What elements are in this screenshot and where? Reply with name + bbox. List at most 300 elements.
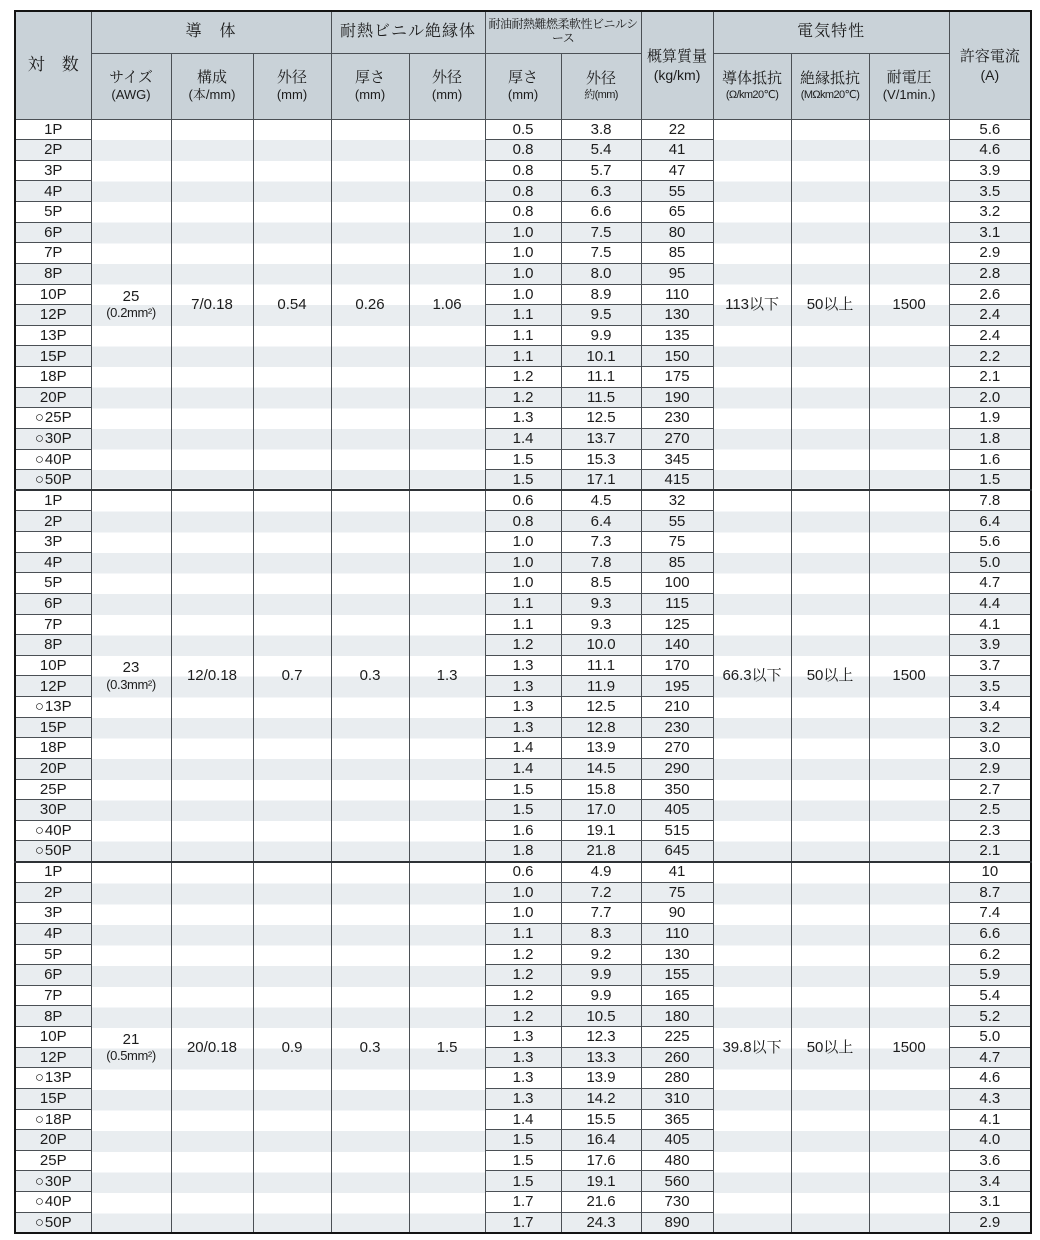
header-electrical-group: 電気特性: [713, 11, 949, 53]
mass-cell: 90: [641, 903, 713, 924]
mass-cell: 730: [641, 1192, 713, 1213]
pair-count-cell: 25P: [15, 779, 91, 800]
sheath-thickness-cell: 1.5: [485, 1150, 561, 1171]
mass-cell: 150: [641, 346, 713, 367]
allowable-current-cell: 3.9: [949, 160, 1031, 181]
sheath-od-cell: 7.3: [561, 532, 641, 553]
cable-spec-table: [14, 10, 1032, 1234]
sheath-od-cell: 15.8: [561, 779, 641, 800]
table-row: [15, 862, 1031, 883]
allowable-current-cell: 2.9: [949, 243, 1031, 264]
pair-count-cell: ○18P: [15, 1109, 91, 1130]
sheath-thickness-cell: 0.8: [485, 511, 561, 532]
allowable-current-cell: 5.4: [949, 985, 1031, 1006]
insulation-resistance-cell: 50以上: [791, 862, 869, 1233]
mass-cell: 210: [641, 697, 713, 718]
pair-count-cell: ○40P: [15, 1192, 91, 1213]
insulation-resistance-cell: 50以上: [791, 119, 869, 490]
pair-count-cell: 7P: [15, 243, 91, 264]
circle-mark-icon: ○: [34, 450, 44, 468]
header-sheath-od: 外径 約(mm): [561, 53, 641, 119]
mass-cell: 270: [641, 738, 713, 759]
mass-cell: 890: [641, 1212, 713, 1233]
sheath-thickness-cell: 0.8: [485, 160, 561, 181]
sheath-thickness-cell: 1.3: [485, 408, 561, 429]
mass-cell: 405: [641, 800, 713, 821]
pair-count-cell: 6P: [15, 965, 91, 986]
insulation-od-cell: 1.3: [409, 490, 485, 861]
table-row: [15, 490, 1031, 511]
insulation-od-cell: 1.5: [409, 862, 485, 1233]
sheath-od-cell: 13.9: [561, 1068, 641, 1089]
insulation-thickness-cell: 0.26: [331, 119, 409, 490]
spec-table-body: [15, 119, 1031, 1233]
insulation-thickness-cell: 0.3: [331, 490, 409, 861]
pair-count-cell: 30P: [15, 800, 91, 821]
sheath-thickness-cell: 0.8: [485, 181, 561, 202]
size-awg-value: 23: [122, 659, 140, 677]
sheath-od-cell: 17.6: [561, 1150, 641, 1171]
sheath-thickness-cell: 1.4: [485, 758, 561, 779]
sheath-od-cell: 7.2: [561, 882, 641, 903]
allowable-current-cell: 6.4: [949, 511, 1031, 532]
sheath-thickness-cell: 1.4: [485, 428, 561, 449]
sheath-od-cell: 7.8: [561, 552, 641, 573]
header-sub-row: [15, 53, 1031, 119]
sheath-thickness-cell: 0.5: [485, 119, 561, 140]
current-unit: (A): [980, 66, 1000, 83]
allowable-current-cell: 3.5: [949, 676, 1031, 697]
header-sheath-thickness: 厚さ (mm): [485, 53, 561, 119]
conductor-resistance-cell: 39.8以下: [713, 862, 791, 1233]
conductor-od-cell: 0.9: [253, 862, 331, 1233]
sheath-od-cell: 7.5: [561, 222, 641, 243]
mass-cell: 32: [641, 490, 713, 511]
pair-count-cell: 4P: [15, 552, 91, 573]
sheath-thickness-cell: 1.0: [485, 552, 561, 573]
allowable-current-cell: 10: [949, 862, 1031, 883]
header-withstand-voltage: 耐電圧 (V/1min.): [869, 53, 949, 119]
sheath-thickness-cell: 1.3: [485, 1047, 561, 1068]
sheath-thickness-cell: 1.3: [485, 697, 561, 718]
mass-cell: 350: [641, 779, 713, 800]
construction-cell: 7/0.18: [171, 119, 253, 490]
pair-count-cell: 20P: [15, 1130, 91, 1151]
sheath-thickness-cell: 1.0: [485, 284, 561, 305]
sheath-thickness-cell: 1.5: [485, 800, 561, 821]
allowable-current-cell: 4.1: [949, 614, 1031, 635]
mass-cell: 260: [641, 1047, 713, 1068]
mass-cell: 130: [641, 944, 713, 965]
sheath-thickness-cell: 1.1: [485, 593, 561, 614]
mass-cell: 100: [641, 573, 713, 594]
pair-count-cell: ○40P: [15, 820, 91, 841]
sheath-od-cell: 13.3: [561, 1047, 641, 1068]
size-area-note: (0.2mm²): [106, 305, 156, 321]
pair-count-cell: 3P: [15, 903, 91, 924]
sheath-od-cell: 5.7: [561, 160, 641, 181]
pair-count-cell: ○25P: [15, 408, 91, 429]
mass-cell: 345: [641, 449, 713, 470]
mass-cell: 85: [641, 243, 713, 264]
pair-count-cell: 8P: [15, 1006, 91, 1027]
conductor-resistance-cell: 66.3以下: [713, 490, 791, 861]
header-insulation-thickness: 厚さ (mm): [331, 53, 409, 119]
allowable-current-cell: 4.7: [949, 1047, 1031, 1068]
allowable-current-cell: 4.1: [949, 1109, 1031, 1130]
sheath-od-cell: 8.3: [561, 923, 641, 944]
sheath-thickness-cell: 1.3: [485, 1068, 561, 1089]
sheath-thickness-cell: 1.1: [485, 923, 561, 944]
pair-count-cell: ○40P: [15, 449, 91, 470]
mass-cell: 140: [641, 635, 713, 656]
sheath-od-cell: 10.1: [561, 346, 641, 367]
allowable-current-cell: 5.0: [949, 552, 1031, 573]
allowable-current-cell: 2.5: [949, 800, 1031, 821]
sheath-thickness-cell: 1.3: [485, 676, 561, 697]
sheath-od-cell: 9.3: [561, 593, 641, 614]
sheath-thickness-cell: 1.5: [485, 449, 561, 470]
allowable-current-cell: 1.9: [949, 408, 1031, 429]
pair-count-cell: 20P: [15, 758, 91, 779]
insulation-resistance-cell: 50以上: [791, 490, 869, 861]
sheath-thickness-cell: 1.6: [485, 820, 561, 841]
allowable-current-cell: 2.0: [949, 387, 1031, 408]
mass-cell: 290: [641, 758, 713, 779]
current-label: 許容電流: [959, 47, 1020, 65]
header-pair-count: 対 数: [15, 11, 91, 119]
sheath-od-cell: 19.1: [561, 820, 641, 841]
construction-cell: 20/0.18: [171, 862, 253, 1233]
pair-count-cell: 15P: [15, 346, 91, 367]
allowable-current-cell: 2.9: [949, 758, 1031, 779]
header-insulation-resistance: 絶縁抵抗 (MΩkm20℃): [791, 53, 869, 119]
allowable-current-cell: 3.4: [949, 697, 1031, 718]
pair-count-cell: 4P: [15, 923, 91, 944]
sheath-od-cell: 9.2: [561, 944, 641, 965]
pair-count-cell: 18P: [15, 738, 91, 759]
pair-count-cell: 10P: [15, 655, 91, 676]
mass-cell: 310: [641, 1088, 713, 1109]
mass-cell: 110: [641, 284, 713, 305]
pair-count-cell: 2P: [15, 882, 91, 903]
conductor-od-cell: 0.54: [253, 119, 331, 490]
mass-cell: 480: [641, 1150, 713, 1171]
header-mass: [641, 11, 713, 119]
allowable-current-cell: 8.7: [949, 882, 1031, 903]
sheath-thickness-cell: 1.2: [485, 367, 561, 388]
allowable-current-cell: 5.6: [949, 532, 1031, 553]
circle-mark-icon: ○: [34, 409, 44, 427]
mass-cell: 230: [641, 717, 713, 738]
insulation-od-cell: 1.06: [409, 119, 485, 490]
mass-cell: 55: [641, 511, 713, 532]
mass-cell: 195: [641, 676, 713, 697]
mass-cell: 47: [641, 160, 713, 181]
sheath-od-cell: 15.5: [561, 1109, 641, 1130]
sheath-thickness-cell: 1.5: [485, 779, 561, 800]
mass-cell: 560: [641, 1171, 713, 1192]
sheath-od-cell: 4.9: [561, 862, 641, 883]
table-row: [15, 119, 1031, 140]
size-awg-value: 21: [122, 1030, 140, 1048]
mass-cell: 115: [641, 593, 713, 614]
sheath-thickness-cell: 1.0: [485, 222, 561, 243]
circle-mark-icon: ○: [34, 821, 44, 839]
sheath-od-cell: 13.7: [561, 428, 641, 449]
pair-count-cell: 5P: [15, 944, 91, 965]
sheath-od-cell: 17.1: [561, 470, 641, 491]
pair-count-cell: 1P: [15, 862, 91, 883]
allowable-current-cell: 2.7: [949, 779, 1031, 800]
pair-count-cell: 15P: [15, 717, 91, 738]
allowable-current-cell: 2.8: [949, 263, 1031, 284]
circle-mark-icon: ○: [34, 842, 44, 860]
sheath-thickness-cell: 1.3: [485, 1027, 561, 1048]
allowable-current-cell: 4.3: [949, 1088, 1031, 1109]
header-group-row: [15, 11, 1031, 53]
sheath-thickness-cell: 1.0: [485, 882, 561, 903]
pair-count-cell: 20P: [15, 387, 91, 408]
allowable-current-cell: 3.9: [949, 635, 1031, 656]
sheath-thickness-cell: 1.5: [485, 1130, 561, 1151]
allowable-current-cell: 3.7: [949, 655, 1031, 676]
allowable-current-cell: 6.2: [949, 944, 1031, 965]
sheath-od-cell: 21.6: [561, 1192, 641, 1213]
withstand-voltage-cell: 1500: [869, 490, 949, 861]
sheath-thickness-cell: 0.6: [485, 862, 561, 883]
header-size: サイズ (AWG): [91, 53, 171, 119]
circle-mark-icon: ○: [34, 1193, 44, 1211]
allowable-current-cell: 3.1: [949, 1192, 1031, 1213]
withstand-voltage-cell: 1500: [869, 862, 949, 1233]
sheath-thickness-cell: 1.2: [485, 387, 561, 408]
pair-count-cell: 7P: [15, 985, 91, 1006]
header-insulation-od: 外径 (mm): [409, 53, 485, 119]
allowable-current-cell: 1.6: [949, 449, 1031, 470]
mass-cell: 85: [641, 552, 713, 573]
pair-count-cell: 8P: [15, 263, 91, 284]
table-header: [15, 11, 1031, 119]
sheath-od-cell: 9.5: [561, 305, 641, 326]
sheath-od-cell: 17.0: [561, 800, 641, 821]
sheath-thickness-cell: 1.0: [485, 532, 561, 553]
sheath-od-cell: 6.4: [561, 511, 641, 532]
sheath-od-cell: 16.4: [561, 1130, 641, 1151]
mass-cell: 22: [641, 119, 713, 140]
mass-cell: 270: [641, 428, 713, 449]
allowable-current-cell: 3.0: [949, 738, 1031, 759]
sheath-od-cell: 11.1: [561, 655, 641, 676]
sheath-od-cell: 12.5: [561, 697, 641, 718]
sheath-thickness-cell: 1.1: [485, 614, 561, 635]
pair-count-cell: 2P: [15, 511, 91, 532]
allowable-current-cell: 1.8: [949, 428, 1031, 449]
sheath-od-cell: 9.9: [561, 965, 641, 986]
sheath-od-cell: 19.1: [561, 1171, 641, 1192]
pair-count-cell: 12P: [15, 1047, 91, 1068]
pair-count-cell: 2P: [15, 140, 91, 161]
construction-cell: 12/0.18: [171, 490, 253, 861]
allowable-current-cell: 6.6: [949, 923, 1031, 944]
allowable-current-cell: 5.6: [949, 119, 1031, 140]
allowable-current-cell: 2.6: [949, 284, 1031, 305]
header-allowable-current: [949, 11, 1031, 119]
withstand-voltage-cell: 1500: [869, 119, 949, 490]
allowable-current-cell: 7.8: [949, 490, 1031, 511]
mass-unit: (kg/km): [653, 66, 701, 83]
sheath-od-cell: 11.5: [561, 387, 641, 408]
sheath-od-cell: 3.8: [561, 119, 641, 140]
sheath-thickness-cell: 1.3: [485, 1088, 561, 1109]
sheath-thickness-cell: 1.0: [485, 903, 561, 924]
sheath-od-cell: 14.2: [561, 1088, 641, 1109]
allowable-current-cell: 2.1: [949, 841, 1031, 862]
size-awg-cell: [91, 119, 171, 490]
pair-count-cell: 12P: [15, 676, 91, 697]
mass-cell: 515: [641, 820, 713, 841]
sheath-od-cell: 12.3: [561, 1027, 641, 1048]
pair-count-cell: 5P: [15, 202, 91, 223]
pair-count-cell: ○13P: [15, 1068, 91, 1089]
pair-count-cell: 12P: [15, 305, 91, 326]
sheath-od-cell: 9.9: [561, 985, 641, 1006]
pair-count-cell: 5P: [15, 573, 91, 594]
circle-mark-icon: ○: [34, 1110, 44, 1128]
header-conductor-resistance: 導体抵抗 (Ω/km20℃): [713, 53, 791, 119]
sheath-thickness-cell: 1.0: [485, 263, 561, 284]
pair-count-cell: ○30P: [15, 1171, 91, 1192]
allowable-current-cell: 4.0: [949, 1130, 1031, 1151]
pair-count-cell: ○30P: [15, 428, 91, 449]
pair-count-cell: 15P: [15, 1088, 91, 1109]
sheath-thickness-cell: 1.2: [485, 985, 561, 1006]
mass-cell: 190: [641, 387, 713, 408]
mass-cell: 170: [641, 655, 713, 676]
mass-cell: 175: [641, 367, 713, 388]
allowable-current-cell: 3.5: [949, 181, 1031, 202]
mass-cell: 41: [641, 862, 713, 883]
sheath-od-cell: 15.3: [561, 449, 641, 470]
allowable-current-cell: 2.9: [949, 1212, 1031, 1233]
mass-cell: 130: [641, 305, 713, 326]
insulation-thickness-cell: 0.3: [331, 862, 409, 1233]
sheath-od-cell: 10.5: [561, 1006, 641, 1027]
allowable-current-cell: 3.6: [949, 1150, 1031, 1171]
mass-cell: 95: [641, 263, 713, 284]
sheath-thickness-cell: 1.2: [485, 1006, 561, 1027]
allowable-current-cell: 7.4: [949, 903, 1031, 924]
conductor-resistance-cell: 113以下: [713, 119, 791, 490]
header-conductor-od: 外径 (mm): [253, 53, 331, 119]
sheath-od-cell: 24.3: [561, 1212, 641, 1233]
sheath-thickness-cell: 0.8: [485, 202, 561, 223]
mass-cell: 110: [641, 923, 713, 944]
sheath-thickness-cell: 1.7: [485, 1192, 561, 1213]
allowable-current-cell: 4.7: [949, 573, 1031, 594]
sheath-thickness-cell: 1.3: [485, 717, 561, 738]
sheath-thickness-cell: 0.8: [485, 140, 561, 161]
mass-cell: 75: [641, 532, 713, 553]
pair-count-cell: 6P: [15, 593, 91, 614]
mass-cell: 165: [641, 985, 713, 1006]
allowable-current-cell: 3.4: [949, 1171, 1031, 1192]
pair-count-cell: 3P: [15, 532, 91, 553]
pair-count-cell: 1P: [15, 119, 91, 140]
mass-cell: 155: [641, 965, 713, 986]
size-awg-value: 25: [122, 287, 140, 305]
pair-count-cell: 10P: [15, 284, 91, 305]
sheath-od-cell: 14.5: [561, 758, 641, 779]
sheath-od-cell: 8.5: [561, 573, 641, 594]
mass-cell: 180: [641, 1006, 713, 1027]
sheath-thickness-cell: 1.8: [485, 841, 561, 862]
mass-cell: 135: [641, 325, 713, 346]
sheath-thickness-cell: 1.5: [485, 470, 561, 491]
sheath-thickness-cell: 1.2: [485, 944, 561, 965]
sheath-thickness-cell: 1.4: [485, 738, 561, 759]
pair-count-cell: ○50P: [15, 1212, 91, 1233]
allowable-current-cell: 2.3: [949, 820, 1031, 841]
size-awg-cell: [91, 490, 171, 861]
allowable-current-cell: 3.1: [949, 222, 1031, 243]
circle-mark-icon: ○: [34, 1069, 44, 1087]
size-awg-cell: [91, 862, 171, 1233]
mass-cell: 415: [641, 470, 713, 491]
mass-cell: 645: [641, 841, 713, 862]
mass-cell: 365: [641, 1109, 713, 1130]
pair-count-cell: 25P: [15, 1150, 91, 1171]
sheath-od-cell: 21.8: [561, 841, 641, 862]
header-insulation-group: 耐熱ビニル絶縁体: [331, 11, 485, 53]
allowable-current-cell: 2.4: [949, 325, 1031, 346]
circle-mark-icon: ○: [34, 1213, 44, 1231]
sheath-thickness-cell: 1.0: [485, 573, 561, 594]
sheath-od-cell: 6.3: [561, 181, 641, 202]
pair-count-cell: 4P: [15, 181, 91, 202]
sheath-thickness-cell: 1.2: [485, 635, 561, 656]
mass-label: 概算質量: [647, 47, 708, 65]
sheath-od-cell: 8.9: [561, 284, 641, 305]
allowable-current-cell: 4.6: [949, 140, 1031, 161]
conductor-od-cell: 0.7: [253, 490, 331, 861]
allowable-current-cell: 1.5: [949, 470, 1031, 491]
allowable-current-cell: 4.4: [949, 593, 1031, 614]
pair-count-cell: 3P: [15, 160, 91, 181]
pair-count-cell: 1P: [15, 490, 91, 511]
header-construction: 構成 (本/mm): [171, 53, 253, 119]
circle-mark-icon: ○: [34, 430, 44, 448]
allowable-current-cell: 5.2: [949, 1006, 1031, 1027]
size-area-note: (0.3mm²): [106, 676, 156, 692]
pair-count-cell: 18P: [15, 367, 91, 388]
mass-cell: 225: [641, 1027, 713, 1048]
sheath-thickness-cell: 1.1: [485, 346, 561, 367]
sheath-od-cell: 10.0: [561, 635, 641, 656]
mass-cell: 41: [641, 140, 713, 161]
sheath-od-cell: 12.5: [561, 408, 641, 429]
sheath-thickness-cell: 1.1: [485, 325, 561, 346]
sheath-thickness-cell: 1.2: [485, 965, 561, 986]
sheath-thickness-cell: 1.7: [485, 1212, 561, 1233]
sheath-od-cell: 13.9: [561, 738, 641, 759]
mass-cell: 75: [641, 882, 713, 903]
sheath-od-cell: 4.5: [561, 490, 641, 511]
sheath-thickness-cell: 1.1: [485, 305, 561, 326]
circle-mark-icon: ○: [34, 1172, 44, 1190]
allowable-current-cell: 2.4: [949, 305, 1031, 326]
mass-cell: 230: [641, 408, 713, 429]
